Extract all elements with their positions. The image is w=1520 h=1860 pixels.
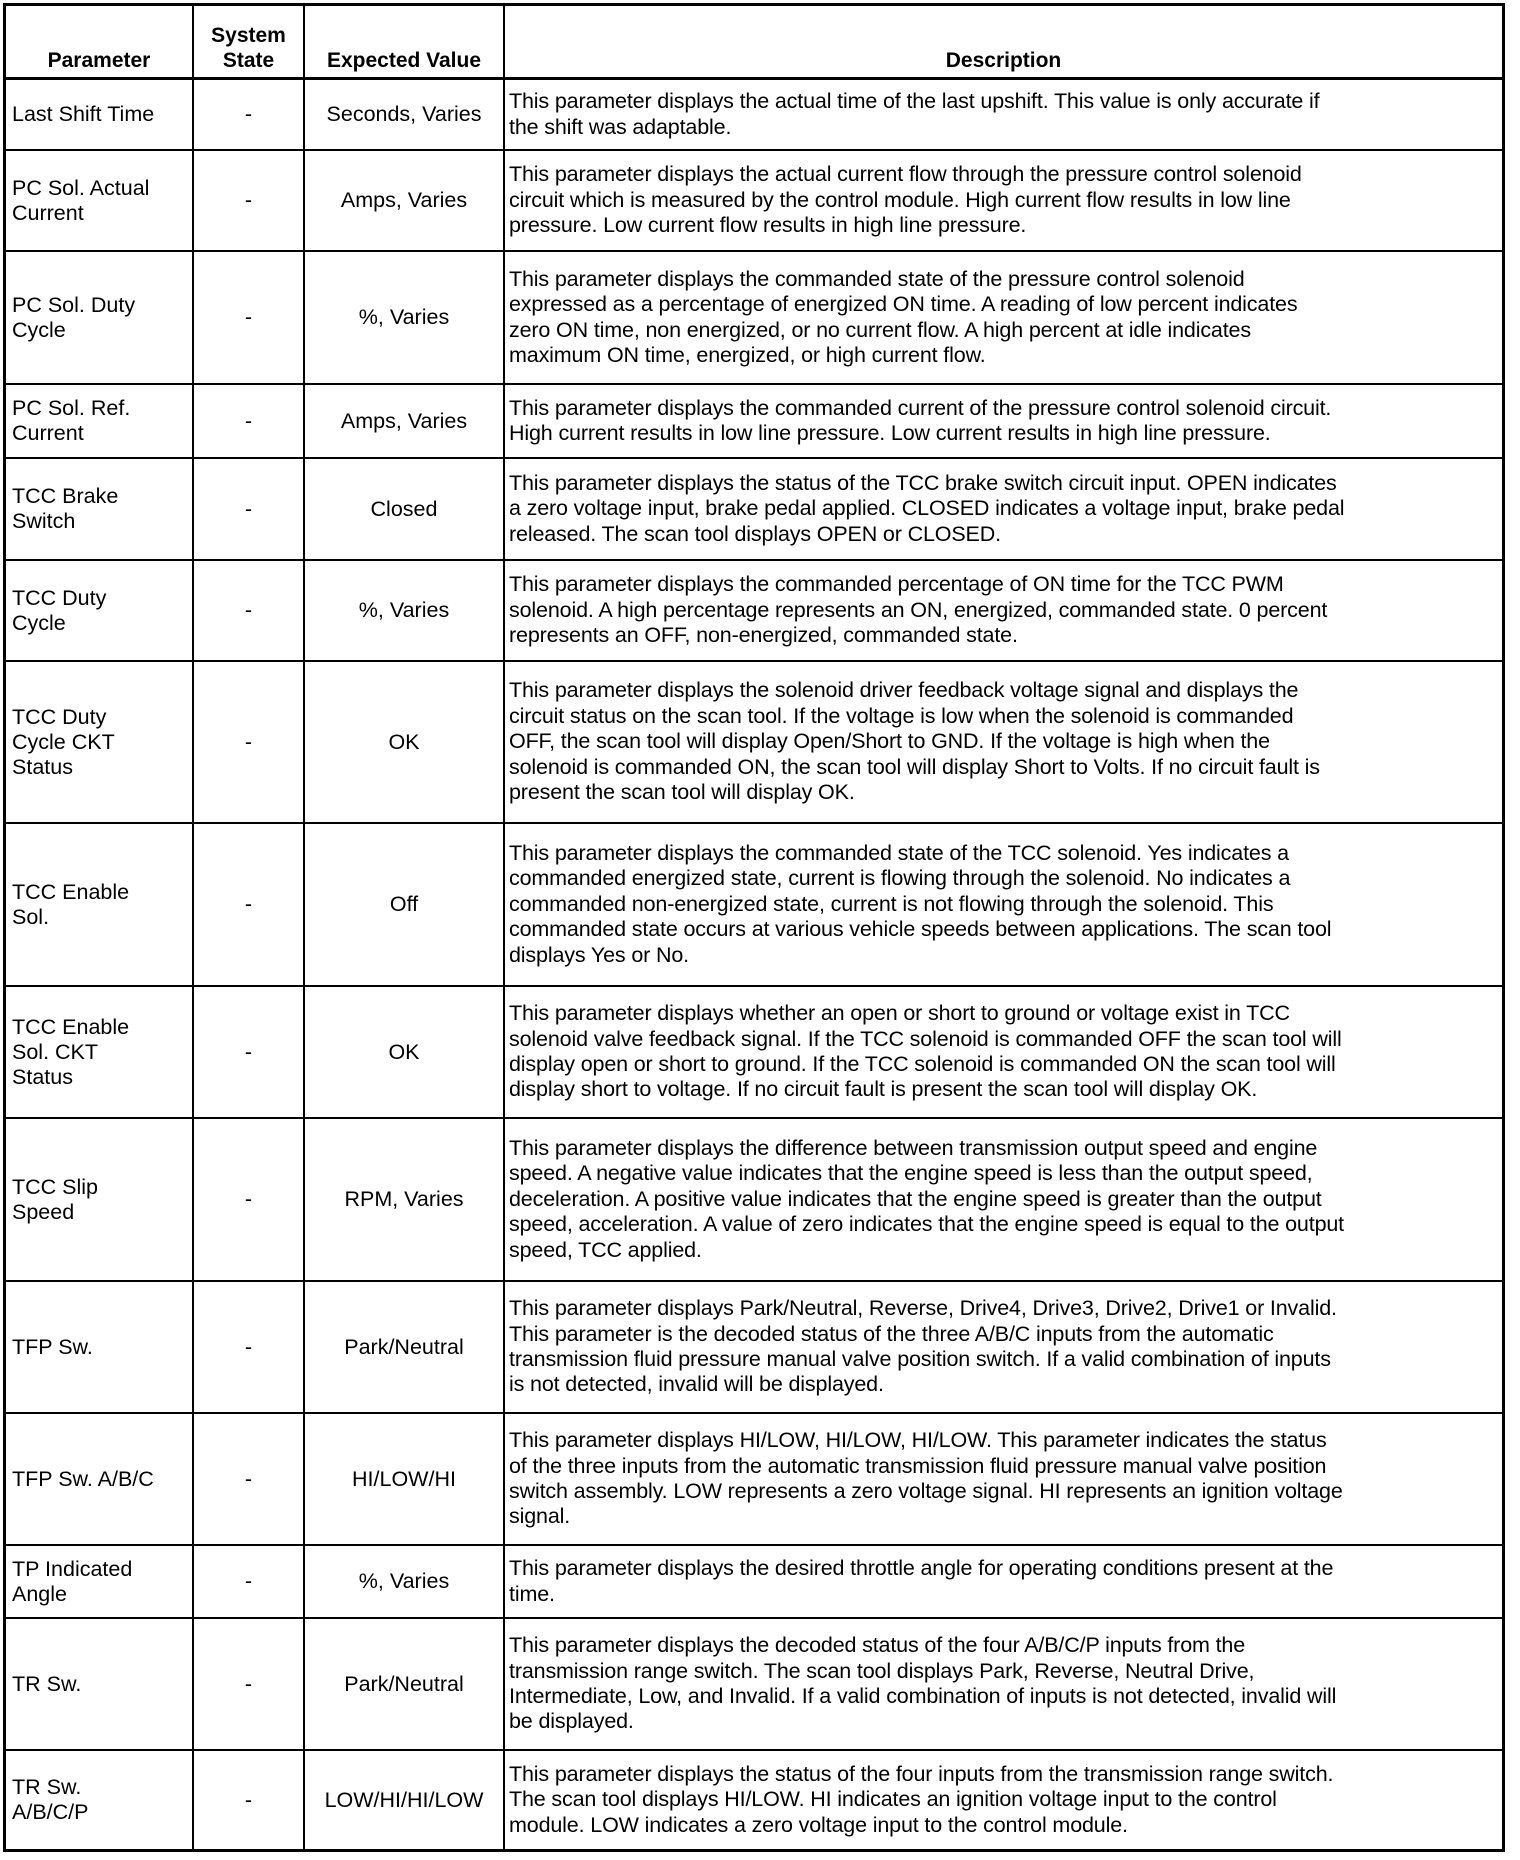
- description-line: deceleration. A positive value indicates that the engine speed is greater than the output: [509, 1186, 1322, 1211]
- system-state-value: -: [244, 1187, 253, 1211]
- expected-value-cell: [305, 1751, 505, 1849]
- expected-value-cell: [305, 252, 505, 383]
- expected-value: %, Varies: [358, 1569, 450, 1593]
- expected-value-cell: [305, 987, 505, 1117]
- parameter-name-line: Angle: [12, 1581, 67, 1606]
- description-line: circuit which is measured by the control module. High current flow results in low line: [509, 187, 1291, 212]
- parameter-name-line: Status: [12, 1064, 73, 1089]
- expected-value: %, Varies: [358, 305, 450, 329]
- table-row: [6, 662, 1502, 824]
- parameter-cell: [6, 80, 194, 149]
- description-line: This parameter is the decoded status of the three A/B/C inputs from the automatic: [509, 1321, 1274, 1346]
- expected-value: OK: [388, 729, 420, 754]
- description-line: switch assembly. LOW represents a zero voltage signal. HI represents an ignition voltage: [509, 1479, 1343, 1503]
- parameter-cell: [6, 1546, 194, 1617]
- system-state-cell: [194, 459, 305, 559]
- parameter-cell: [6, 561, 194, 660]
- system-state-value: -: [244, 305, 253, 329]
- system-state-value: -: [244, 496, 253, 521]
- system-state-cell: [194, 1282, 305, 1412]
- description-cell: [505, 1546, 1502, 1617]
- parameter-cell: [6, 252, 194, 383]
- description-line: This parameter displays the status of the four inputs from the transmission range switch.: [509, 1761, 1334, 1786]
- header-parameter-label: Parameter: [47, 49, 151, 72]
- description-line: This parameter displays the commanded percentage of ON time for the TCC PWM: [509, 572, 1284, 597]
- description-line: released. The scan tool displays OPEN or CLOSED.: [509, 521, 1001, 546]
- parameter-name-line: TCC Enable: [12, 879, 130, 904]
- description-line: expressed as a percentage of energized ON time. A reading of low percent indicates: [509, 292, 1298, 317]
- description-line: module. LOW indicates a zero voltage input to the control module.: [509, 1812, 1128, 1837]
- description-cell: [505, 252, 1502, 383]
- expected-value: Off: [389, 892, 419, 916]
- description-line: This parameter displays the decoded status of the four A/B/C/P inputs from the: [509, 1633, 1246, 1658]
- parameter-cell: [6, 151, 194, 250]
- parameter-name-line: Current: [12, 200, 84, 225]
- parameter-name-line: Speed: [12, 1199, 75, 1224]
- parameter-name-line: Current: [12, 421, 84, 445]
- expected-value-cell: [305, 1414, 505, 1544]
- expected-value-cell: [305, 561, 505, 660]
- description-line: is not detected, invalid will be displayed.: [509, 1372, 884, 1397]
- system-state-cell: [194, 1414, 305, 1544]
- description-cell: [505, 561, 1502, 660]
- expected-value: HI/LOW/HI: [352, 1466, 456, 1491]
- parameter-cell: [6, 1619, 194, 1749]
- parameter-name-line: PC Sol. Duty: [12, 292, 136, 317]
- parameter-name-line: TFP Sw. A/B/C: [12, 1466, 154, 1491]
- description-line: This parameter displays the actual time of the last upshift. This value is only accurate if: [509, 89, 1320, 114]
- parameter-name-line: TCC Brake: [12, 484, 119, 508]
- parameter-cell: [6, 987, 194, 1117]
- description-line: a zero voltage input, brake pedal applied. CLOSED indicates a voltage input, brake pedal: [509, 496, 1345, 521]
- parameter-name-line: Last Shift Time: [12, 102, 155, 126]
- system-state-value: -: [244, 1039, 253, 1064]
- table-row: [6, 824, 1502, 987]
- description-line: displays Yes or No.: [509, 942, 690, 967]
- parameter-name-line: TFP Sw.: [12, 1334, 93, 1359]
- system-state-value: -: [244, 1334, 253, 1359]
- expected-value: Park/Neutral: [344, 1334, 464, 1359]
- system-state-cell: [194, 1619, 305, 1749]
- description-cell: [505, 1282, 1502, 1412]
- table-row: [6, 151, 1502, 252]
- expected-value-cell: [305, 1546, 505, 1617]
- system-state-value: -: [244, 102, 253, 126]
- parameter-cell: [6, 662, 194, 822]
- system-state-cell: [194, 1751, 305, 1849]
- system-state-value: -: [244, 729, 253, 754]
- description-cell: [505, 824, 1502, 985]
- parameter-cell: [6, 1414, 194, 1544]
- parameter-cell: [6, 824, 194, 985]
- description-line: signal.: [509, 1504, 571, 1529]
- header-expected-value: [305, 6, 505, 77]
- expected-value: Amps, Varies: [340, 188, 468, 212]
- system-state-value: -: [244, 1466, 253, 1491]
- description-line: of the three inputs from the automatic transmission fluid pressure manual valve position: [509, 1453, 1327, 1478]
- description-line: speed, acceleration. A value of zero indicates that the engine speed is equal to the output: [509, 1212, 1345, 1237]
- system-state-cell: [194, 987, 305, 1117]
- header-description: [505, 6, 1502, 77]
- description-line: This parameter displays the actual current flow through the pressure control solenoid: [509, 162, 1302, 187]
- expected-value: Seconds, Varies: [326, 102, 482, 126]
- parameter-name-line: Cycle: [12, 610, 66, 635]
- description-line: This parameter displays the difference between transmission output speed and engine: [509, 1135, 1318, 1160]
- header-parameter: [6, 6, 194, 77]
- expected-value: OK: [388, 1039, 420, 1064]
- parameter-name-line: Cycle CKT: [12, 729, 115, 754]
- description-cell: [505, 1619, 1502, 1749]
- description-cell: [505, 151, 1502, 250]
- table-row: [6, 80, 1502, 151]
- parameter-cell: [6, 1751, 194, 1849]
- parameter-name-line: Switch: [12, 509, 76, 533]
- description-line: display open or short to ground. If the TCC solenoid is commanded ON the scan tool will: [509, 1052, 1336, 1076]
- expected-value-cell: [305, 824, 505, 985]
- description-line: This parameter displays the desired throttle angle for operating conditions present at the: [509, 1556, 1334, 1581]
- expected-value-cell: [305, 1282, 505, 1412]
- description-line: The scan tool displays HI/LOW. HI indicates an ignition voltage input to the control: [509, 1787, 1277, 1812]
- expected-value-cell: [305, 1619, 505, 1749]
- expected-value: Park/Neutral: [344, 1671, 464, 1696]
- description-line: speed. A negative value indicates that the engine speed is less than the output speed,: [509, 1161, 1313, 1186]
- parameter-name-line: A/B/C/P: [12, 1800, 89, 1824]
- table-row: [6, 1546, 1502, 1619]
- system-state-value: -: [244, 892, 253, 916]
- system-state-cell: [194, 80, 305, 149]
- description-line: This parameter displays the commanded state of the pressure control solenoid: [509, 266, 1245, 291]
- description-line: Intermediate, Low, and Invalid. If a valid combination of inputs is not detected, invalid will: [509, 1684, 1337, 1708]
- description-cell: [505, 80, 1502, 149]
- parameter-name-line: Sol.: [12, 904, 50, 929]
- expected-value-cell: [305, 151, 505, 250]
- parameter-name-line: TP Indicated: [12, 1556, 133, 1581]
- description-cell: [505, 1751, 1502, 1849]
- description-line: commanded non-energized state, current is not flowing through the solenoid. This: [509, 891, 1274, 916]
- description-line: This parameter displays the solenoid driver feedback voltage signal and displays the: [509, 678, 1299, 703]
- parameter-name-line: TR Sw.: [12, 1671, 82, 1696]
- table-row: [6, 1751, 1502, 1849]
- parameter-cell: [6, 1282, 194, 1412]
- parameter-name-line: TCC Slip: [12, 1174, 99, 1199]
- expected-value-cell: [305, 459, 505, 559]
- description-cell: [505, 1414, 1502, 1544]
- description-line: display short to voltage. If no circuit fault is present the scan tool will display OK.: [509, 1077, 1258, 1102]
- header-system-state-line2: State: [222, 49, 275, 72]
- table-row: [6, 1119, 1502, 1282]
- description-line: circuit status on the scan tool. If the voltage is low when the solenoid is commanded: [509, 703, 1294, 728]
- system-state-cell: [194, 385, 305, 457]
- description-line: transmission fluid pressure manual valve position switch. If a valid combination of inputs: [509, 1347, 1331, 1371]
- description-line: This parameter displays Park/Neutral, Reverse, Drive4, Drive3, Drive2, Drive1 or Invalid.: [509, 1296, 1337, 1321]
- parameter-cell: [6, 385, 194, 457]
- description-line: solenoid. A high percentage represents an ON, energized, commanded state. 0 percent: [509, 597, 1328, 622]
- description-line: commanded energized state, current is flowing through the solenoid. No indicates a: [509, 866, 1291, 891]
- description-line: OFF, the scan tool will display Open/Short to GND. If the voltage is high when the: [509, 729, 1270, 754]
- system-state-value: -: [244, 1671, 253, 1696]
- description-line: pressure. Low current flow results in high line pressure.: [509, 213, 1027, 238]
- system-state-cell: [194, 252, 305, 383]
- description-line: This parameter displays the commanded current of the pressure control solenoid circuit.: [509, 395, 1332, 420]
- system-state-value: -: [244, 598, 253, 622]
- description-line: be displayed.: [509, 1709, 634, 1734]
- expected-value-cell: [305, 80, 505, 149]
- expected-value: Amps, Varies: [340, 408, 468, 433]
- description-line: This parameter displays the status of the TCC brake switch circuit input. OPEN indicates: [509, 470, 1337, 495]
- system-state-value: -: [244, 1787, 253, 1812]
- description-cell: [505, 662, 1502, 822]
- description-cell: [505, 987, 1502, 1117]
- description-line: speed, TCC applied.: [509, 1237, 702, 1262]
- parameter-name-line: TCC Duty: [12, 585, 107, 610]
- description-line: solenoid valve feedback signal. If the TCC solenoid is commanded OFF the scan tool will: [509, 1026, 1342, 1051]
- header-description-label: Description: [945, 49, 1062, 72]
- description-line: transmission range switch. The scan tool displays Park, Reverse, Neutral Drive,: [509, 1658, 1255, 1683]
- description-line: time.: [509, 1581, 555, 1606]
- table-row: [6, 1282, 1502, 1414]
- expected-value-cell: [305, 385, 505, 457]
- system-state-cell: [194, 561, 305, 660]
- parameter-name-line: TCC Enable: [12, 1014, 130, 1039]
- expected-value: RPM, Varies: [344, 1187, 464, 1211]
- header-system-state: [194, 6, 305, 77]
- parameter-name-line: PC Sol. Ref.: [12, 396, 131, 420]
- description-line: maximum ON time, energized, or high current flow.: [509, 342, 986, 367]
- parameter-cell: [6, 1119, 194, 1280]
- expected-value-cell: [305, 1119, 505, 1280]
- system-state-cell: [194, 1546, 305, 1617]
- description-line: This parameter displays HI/LOW, HI/LOW, HI/LOW. This parameter indicates the status: [509, 1428, 1327, 1453]
- parameter-name-line: Status: [12, 754, 73, 779]
- table-row: [6, 1414, 1502, 1546]
- table-row: [6, 459, 1502, 561]
- system-state-cell: [194, 662, 305, 822]
- parameter-name-line: Sol. CKT: [12, 1039, 99, 1064]
- system-state-value: -: [244, 188, 253, 212]
- description-line: zero ON time, non energized, or no current flow. A high percent at idle indicates: [509, 317, 1251, 342]
- header-expected-value-label: Expected Value: [326, 49, 482, 72]
- system-state-cell: [194, 824, 305, 985]
- parameter-name-line: Cycle: [12, 317, 66, 342]
- table-row: [6, 252, 1502, 385]
- description-line: commanded state occurs at various vehicle speeds between applications. The scan tool: [509, 917, 1332, 942]
- table-row: [6, 385, 1502, 459]
- description-cell: [505, 1119, 1502, 1280]
- expected-value-cell: [305, 662, 505, 822]
- description-line: High current results in low line pressure. Low current results in high line pressure.: [509, 421, 1271, 445]
- parameter-cell: [6, 459, 194, 559]
- system-state-cell: [194, 1119, 305, 1280]
- header-system-state-line1: System: [211, 24, 286, 47]
- system-state-cell: [194, 151, 305, 250]
- expected-value: LOW/HI/HI/LOW: [324, 1787, 484, 1812]
- description-line: solenoid is commanded ON, the scan tool will display Short to Volts. If no circuit fault is: [509, 754, 1320, 779]
- table-row: [6, 1619, 1502, 1751]
- parameter-name-line: TR Sw.: [12, 1775, 82, 1799]
- description-line: This parameter displays whether an open or short to ground or voltage exist in TCC: [509, 1001, 1290, 1026]
- description-line: represents an OFF, non-energized, commanded state.: [509, 623, 1018, 648]
- table-row: [6, 987, 1502, 1119]
- system-state-value: -: [244, 408, 253, 433]
- parameter-name-line: PC Sol. Actual: [12, 175, 150, 200]
- parameter-table: [3, 3, 1505, 1852]
- parameter-name-line: TCC Duty: [12, 704, 107, 729]
- description-line: the shift was adaptable.: [509, 114, 732, 139]
- description-line: This parameter displays the commanded state of the TCC solenoid. Yes indicates a: [509, 840, 1289, 865]
- expected-value: %, Varies: [358, 598, 450, 622]
- table-row: [6, 561, 1502, 662]
- system-state-value: -: [244, 1569, 253, 1593]
- description-line: present the scan tool will display OK.: [509, 780, 855, 805]
- description-cell: [505, 385, 1502, 457]
- table-header-row: [6, 6, 1502, 80]
- expected-value: Closed: [370, 496, 438, 521]
- description-cell: [505, 459, 1502, 559]
